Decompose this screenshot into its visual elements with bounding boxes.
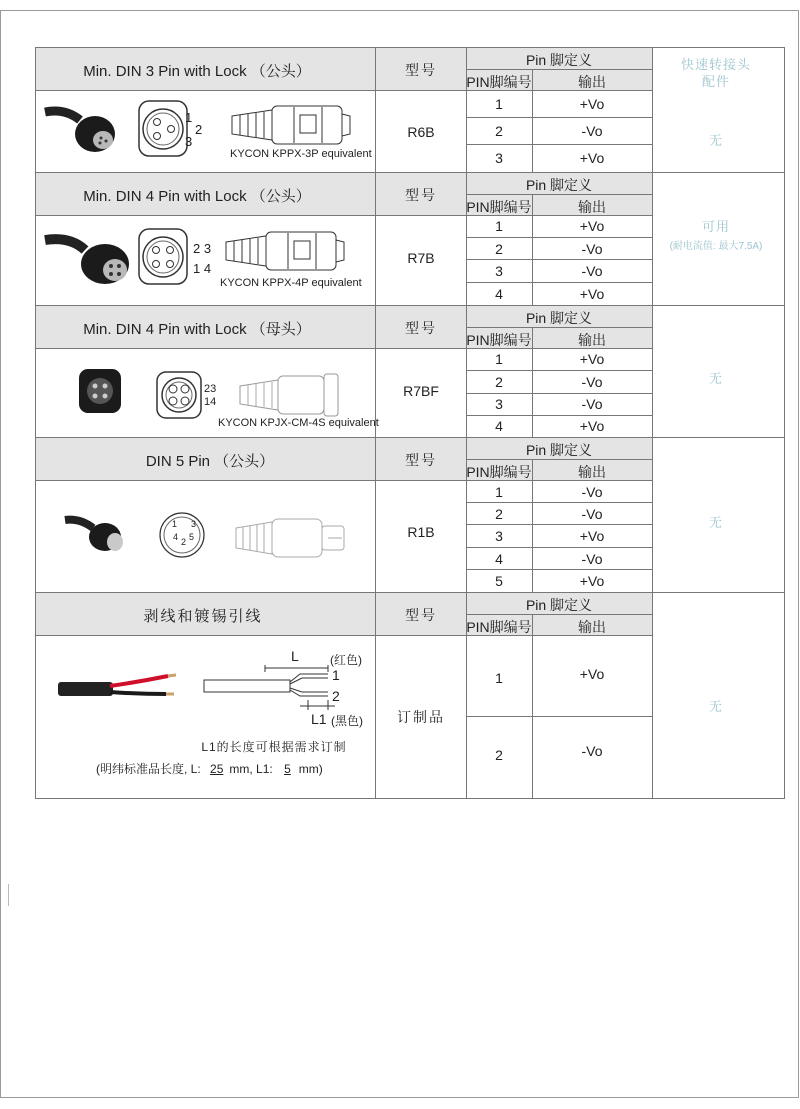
output-5: +Vo [579,573,605,589]
section5-output-label: 输出 [578,619,606,635]
section1-title: Min. DIN 3 Pin with Lock （公头） [83,63,311,80]
output-2: -Vo [581,506,603,522]
section4-model-label: 型号 [405,452,437,468]
wire-number-2: 2 [332,688,340,704]
section2-output-label: 输出 [578,199,606,215]
pin-label-1: 1 [185,110,193,125]
pin-3: 3 [495,263,503,279]
pin-label-5: 5 [189,532,195,542]
output-4: -Vo [581,551,603,567]
output-1: +Vo [579,351,605,367]
section5-model: 订制品 [397,709,445,725]
pin-label-2: 2 [181,537,187,547]
pin-3: 3 [495,150,503,166]
pin-label-top: 2 3 [193,241,212,256]
section2-accessory: 可用 [701,219,731,234]
pin-3: 3 [495,396,503,412]
pin-label-1: 1 [172,519,178,529]
section1-model: R6B [407,124,435,140]
wire-number-1: 1 [332,667,340,683]
pin-2: 2 [495,506,503,522]
pin-label-4: 4 [173,532,179,542]
section2-equivalent: KYCON KPPX-4P equivalent [220,277,362,289]
section1-accessory: 无 [708,133,724,148]
section2-pin-no-label: PIN脚编号 [466,199,532,215]
pin-label-bottom: 14 [204,396,217,408]
section1-model-label: 型号 [405,62,437,78]
pin-label-3: 3 [185,134,193,149]
section5-model-label: 型号 [405,607,437,623]
pin-1: 1 [495,670,503,686]
output-3: -Vo [581,263,603,279]
plug-drawing-3pin [232,102,362,147]
section3-model-label: 型号 [405,320,437,336]
section5-pin-def-label: Pin 脚定义 [525,597,593,613]
output-3: +Vo [579,150,605,166]
pinout-diagram-4pin-female [156,371,206,421]
plug-photo-3pin [45,100,125,160]
section3-pin-def-label: Pin 脚定义 [525,310,593,326]
pin-2: 2 [495,374,503,390]
wire-photo [58,664,183,704]
pin-label-bottom: 1 4 [193,261,212,276]
pin-2: 2 [495,241,503,257]
margin-mark [8,884,9,906]
section1-pin-no-label: PIN脚编号 [466,74,532,90]
plug-drawing-5pin [236,516,351,561]
section3-accessory: 无 [708,371,724,386]
wire-note-standard: (明纬标准品长度, L: 25 mm, L1: 5 mm) [96,762,323,776]
pin-label-2: 2 [195,122,203,137]
output-1: +Vo [579,96,605,112]
pin-2: 2 [495,123,503,139]
pin-1: 1 [495,351,503,367]
section2-model: R7B [407,250,435,266]
output-1: +Vo [579,218,605,234]
section4-title: DIN 5 Pin （公头） [145,453,275,470]
section5-accessory: 无 [708,699,724,714]
output-3: +Vo [579,528,605,544]
output-4: +Vo [579,286,605,302]
output-2: -Vo [581,374,603,390]
plug-drawing-4pin [226,228,356,273]
section5-pin-no-label: PIN脚编号 [466,619,532,635]
section3-output-label: 输出 [578,332,606,348]
section4-pin-no-label: PIN脚编号 [466,464,532,480]
pin-label-3: 3 [191,519,197,529]
pinout-diagram-4pin [138,228,198,288]
pin-3: 3 [495,528,503,544]
socket-drawing-4pin [240,372,340,417]
section2-model-label: 型号 [405,187,437,203]
output-4: +Vo [579,418,605,434]
section1-equivalent: KYCON KPPX-3P equivalent [230,148,372,160]
output-2: -Vo [581,241,603,257]
output-1: +Vo [579,666,605,682]
wire-black-label: (黑色) [331,714,363,728]
pin-4: 4 [495,551,503,567]
section1-output-label: 输出 [578,74,606,90]
output-3: -Vo [581,396,603,412]
output-2: -Vo [581,743,603,759]
section3-equivalent: KYCON KPJX-CM-4S equivalent [218,417,379,429]
pin-1: 1 [495,96,503,112]
wire-length-L: L [291,648,299,664]
plug-photo-4pin [45,228,135,293]
wire-red-label: (红色) [330,653,362,667]
section2-title: Min. DIN 4 Pin with Lock （公头） [83,188,311,205]
pin-4: 4 [495,418,503,434]
section4-accessory: 无 [708,515,724,530]
section2-accessory-note: (耐电流值: 最大7.5A) [669,241,763,252]
section3-model: R7BF [403,383,439,399]
output-2: -Vo [581,123,603,139]
section2-pin-def-label: Pin 脚定义 [525,177,593,193]
section4-output-label: 输出 [578,464,606,480]
accessory-header-line2: 配件 [701,74,731,89]
wire-note-custom: L1的长度可根据需求订制 [201,740,347,754]
pin-2: 2 [495,747,503,763]
section3-title: Min. DIN 4 Pin with Lock （母头） [83,321,311,338]
section4-model: R1B [407,524,435,540]
pin-label-top: 23 [204,383,217,395]
section5-title: 剥线和镀锡引线 [143,608,263,625]
socket-photo-4pin [77,367,127,417]
pinout-diagram-5pin [158,510,208,560]
pin-1: 1 [495,484,503,500]
pin-4: 4 [495,286,503,302]
pin-5: 5 [495,573,503,589]
pin-1: 1 [495,218,503,234]
accessory-header-line1: 快速转接头 [680,57,752,72]
section4-pin-def-label: Pin 脚定义 [525,442,593,458]
section1-pin-def-label: Pin 脚定义 [525,52,593,68]
section3-pin-no-label: PIN脚编号 [466,332,532,348]
pinout-diagram-3pin [138,100,198,160]
output-1: -Vo [581,484,603,500]
plug-photo-5pin [65,512,130,557]
wire-length-L1: L1 [311,711,327,727]
